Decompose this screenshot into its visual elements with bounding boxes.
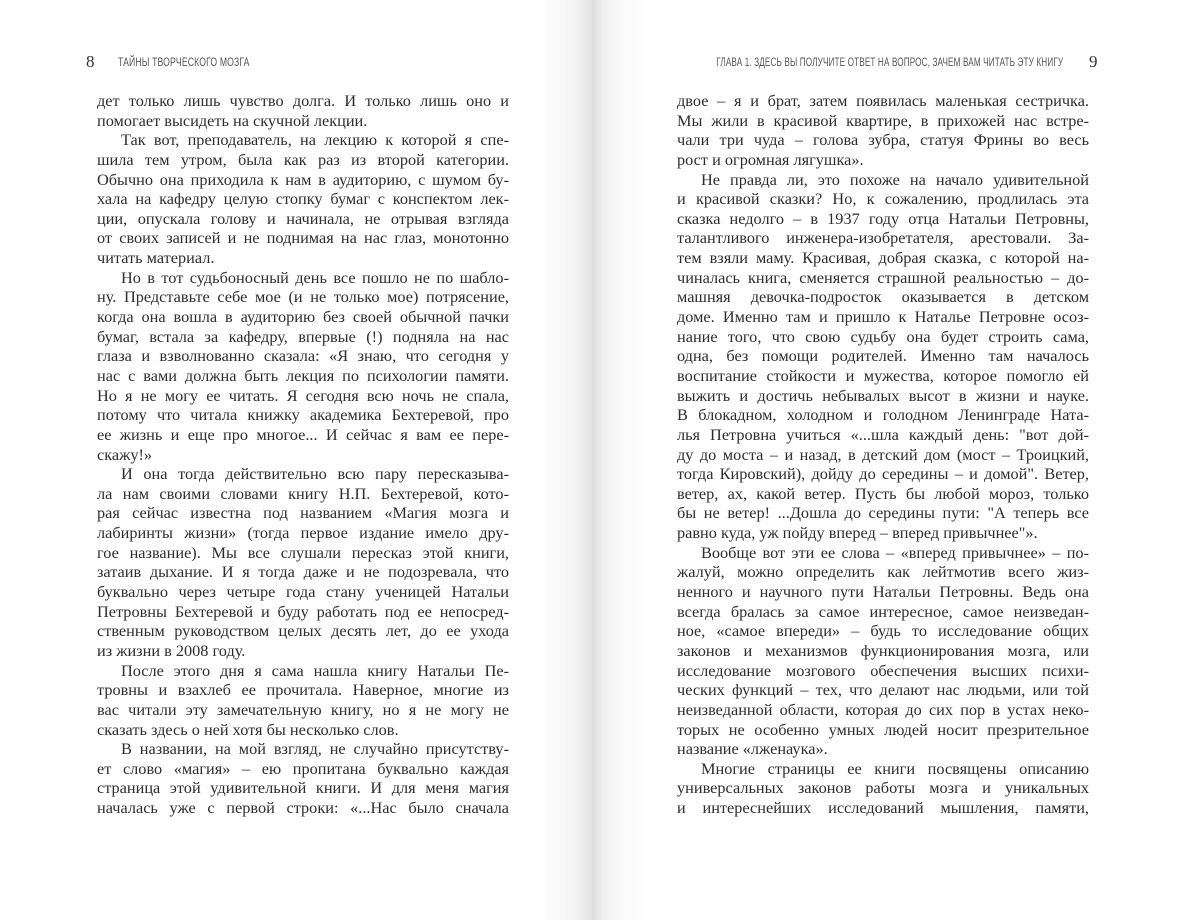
text-line: дет только лишь чувство долга. И только лишь оно и <box>97 91 509 110</box>
text-line: ственным руководством целых десять лет, до ее ухода <box>97 621 509 641</box>
text-line: тогда Кировский), дойду до середины – и домой". Ветер, <box>677 464 1089 484</box>
left-page <box>0 0 592 920</box>
text-line: Но в тот судьбоносный день все пошло не по шабло- <box>121 267 509 287</box>
text-line: читать материал. <box>97 248 215 268</box>
text-line: ненного и научного пути Натальи Петровны. Ведь она <box>677 582 1089 602</box>
text-line: буквально через четыре года стану ученицей Натальи <box>97 582 509 602</box>
text-line: ное, «самое впереди» – будь то исследование общих <box>677 621 1089 641</box>
text-line: ну. Представьте себе мое (и не только мое) потрясение, <box>97 287 509 307</box>
text-line: и красивой сказки? Но, к сожалению, продлилась эта <box>677 189 1089 209</box>
text-line: название «лженаука». <box>677 739 828 759</box>
page-body <box>97 91 509 818</box>
text-line: бы не ветер! ...Дошла до середины пути: "А теперь все <box>677 503 1089 523</box>
text-line: из жизни в 2008 году. <box>97 640 246 660</box>
page-number: 8 <box>86 52 95 71</box>
text-line: равно куда, уж пойду вперед – вперед привычнее"». <box>677 523 1038 543</box>
running-head: ГЛАВА 1. ЗДЕСЬ ВЫ ПОЛУЧИТЕ ОТВЕТ НА ВОПРОС, ЗАЧЕМ ВАМ ЧИТАТЬ ЭТУ КНИГУ <box>716 55 1063 69</box>
text-line: После этого дня я сама нашла книгу Натальи Пе- <box>121 660 509 680</box>
text-line: нас с вами должна быть лекция по психологии памяти. <box>97 365 509 385</box>
text-line: ции, опускала голову и начинала, не отрывая взгляда <box>97 208 509 228</box>
text-line: И она тогда действительно всю пару пересказыва- <box>121 464 509 484</box>
text-line: воспитание стойкости и мужества, которое помогло ей <box>677 365 1089 385</box>
text-line: неизведанной области, которая до сих пор в устах неко- <box>677 699 1089 719</box>
text-line: от своих записей и не поднимая на нас глаз, монотонно <box>97 228 509 248</box>
text-line: хала на кафедру целую стопку бумаг с конспектом лек- <box>97 189 509 209</box>
text-line: затаив дыхание. И я тогда даже и не подозревала, что <box>97 562 509 582</box>
text-line: лабиринты жизни» (тогда первое издание имело дру- <box>97 523 509 543</box>
text-line: талантливого инженера-изобретателя, арестовали. За- <box>677 228 1089 248</box>
text-line: ветер, ах, какой ветер. Пусть бы любой мороз, только <box>677 483 1089 503</box>
text-line: сказать здесь о ней хотя бы несколько слов. <box>97 719 399 739</box>
text-line: страница этой удивительной книги. И для меня магия <box>97 778 509 798</box>
text-line: лья Петровна учиться «...шла каждый день: "вот дой- <box>677 424 1089 444</box>
text-line: рост и огромная лягушка». <box>677 149 864 169</box>
text-line: Не правда ли, это похоже на начало удивительной <box>701 169 1089 189</box>
text-line: когда она вошла в аудиторию без своей обычной пачки <box>97 307 509 327</box>
page-number: 9 <box>1089 52 1098 71</box>
text-line: бумаг, встала за кафедру, впервые (!) подняла на нас <box>97 326 509 346</box>
text-line: всегда бралась за самое интересное, самое неизведан- <box>677 601 1089 621</box>
text-line: В названии, на мой взгляд, не случайно присутству- <box>121 739 509 759</box>
text-line: ду до моста – и назад, в детский дом (мост – Троицкий, <box>677 444 1089 464</box>
text-line: и интереснейших исследований мышления, памяти, <box>677 798 1089 818</box>
text-line: глаза и взволнованно сказала: «Я знаю, что сегодня у <box>97 346 509 366</box>
text-line: Вообще вот эти ее слова – «вперед привычнее» – по- <box>701 542 1089 562</box>
text-line: Так вот, преподаватель, на лекцию к которой я спе- <box>121 130 509 150</box>
text-line: одна, без помощи родителей. Именно там началось <box>677 346 1089 366</box>
text-line: выжить и достичь небывалых высот в жизни и науке. <box>677 385 1089 405</box>
text-line: ет слово «магия» – ею пропитана буквально каждая <box>97 758 509 778</box>
text-line: универсальных законов работы мозга и уникальных <box>677 778 1089 798</box>
text-line: шила тем утром, была как раз из второй категории. <box>97 149 509 169</box>
text-line: торых не особенно умных людей носит презрительное <box>677 719 1089 739</box>
text-line: гое название). Мы все слушали пересказ этой книги, <box>97 542 509 562</box>
text-line: вас читали эту замечательную книгу, но я не могу не <box>97 699 509 719</box>
text-line: исследование мозгового обеспечения высших психи- <box>677 660 1089 680</box>
text-line: машняя девочка-подросток оказывается в детском <box>677 287 1089 307</box>
text-line: В блокадном, холодном и голодном Ленинграде Ната- <box>677 405 1089 425</box>
text-line: Петровны Бехтеревой и буду работать под ее непосред- <box>97 601 509 621</box>
text-line: законов и механизмов функционирования мозга, или <box>677 640 1089 660</box>
text-line: сказка недолго – в 1937 году отца Натальи Петровны, <box>677 208 1089 228</box>
text-line: ее жизнь и еще про многое... И сейчас я вам ее пере- <box>97 424 509 444</box>
text-line: чиналась книга, сменяется страшной реальностью – до- <box>677 267 1089 287</box>
text-line: Обычно она приходила к нам в аудиторию, с шумом бу- <box>97 169 509 189</box>
text-line: двое – я и брат, затем появилась маленькая сестричка. <box>677 91 1089 110</box>
text-line: Многие страницы ее книги посвящены описанию <box>701 758 1089 778</box>
text-line: началась уже с первой строки: «...Нас было сначала <box>97 798 509 818</box>
page-body <box>677 91 1089 818</box>
text-line: чали три чуда – голова зубра, статуя Фрины во весь <box>677 130 1089 150</box>
text-line: тровны и взахлеб ее прочитала. Наверное, многие из <box>97 680 509 700</box>
text-line: тем взяли маму. Красивая, добрая сказка, с которой на- <box>677 248 1089 268</box>
text-line: ла нам своими словами книгу Н.П. Бехтеревой, кото- <box>97 483 509 503</box>
text-line: ческих функций – тех, что делают нас людьми, или той <box>677 680 1089 700</box>
running-head: ТАЙНЫ ТВОРЧЕСКОГО МОЗГА <box>118 55 250 69</box>
text-line: помогает высидеть на скучной лекции. <box>97 110 368 130</box>
text-line: скажу!» <box>97 444 153 464</box>
text-line: Мы жили в красивой квартире, в прихожей нас встре- <box>677 110 1089 130</box>
text-line: потому что читала книжку академика Бехтеревой, про <box>97 405 509 425</box>
text-line: доме. Именно там и пришло к Наталье Петровне осоз- <box>677 307 1089 327</box>
text-line: нание того, что свою судьбу она будет строить сама, <box>677 326 1089 346</box>
text-line: рая сейчас известна под названием «Магия мозга и <box>97 503 509 523</box>
right-page <box>592 0 1189 920</box>
text-line: жалуй, можно определить как лейтмотив всего жиз- <box>677 562 1089 582</box>
text-line: Но я не могу ее читать. Я сегодня всю ночь не спала, <box>97 385 509 405</box>
